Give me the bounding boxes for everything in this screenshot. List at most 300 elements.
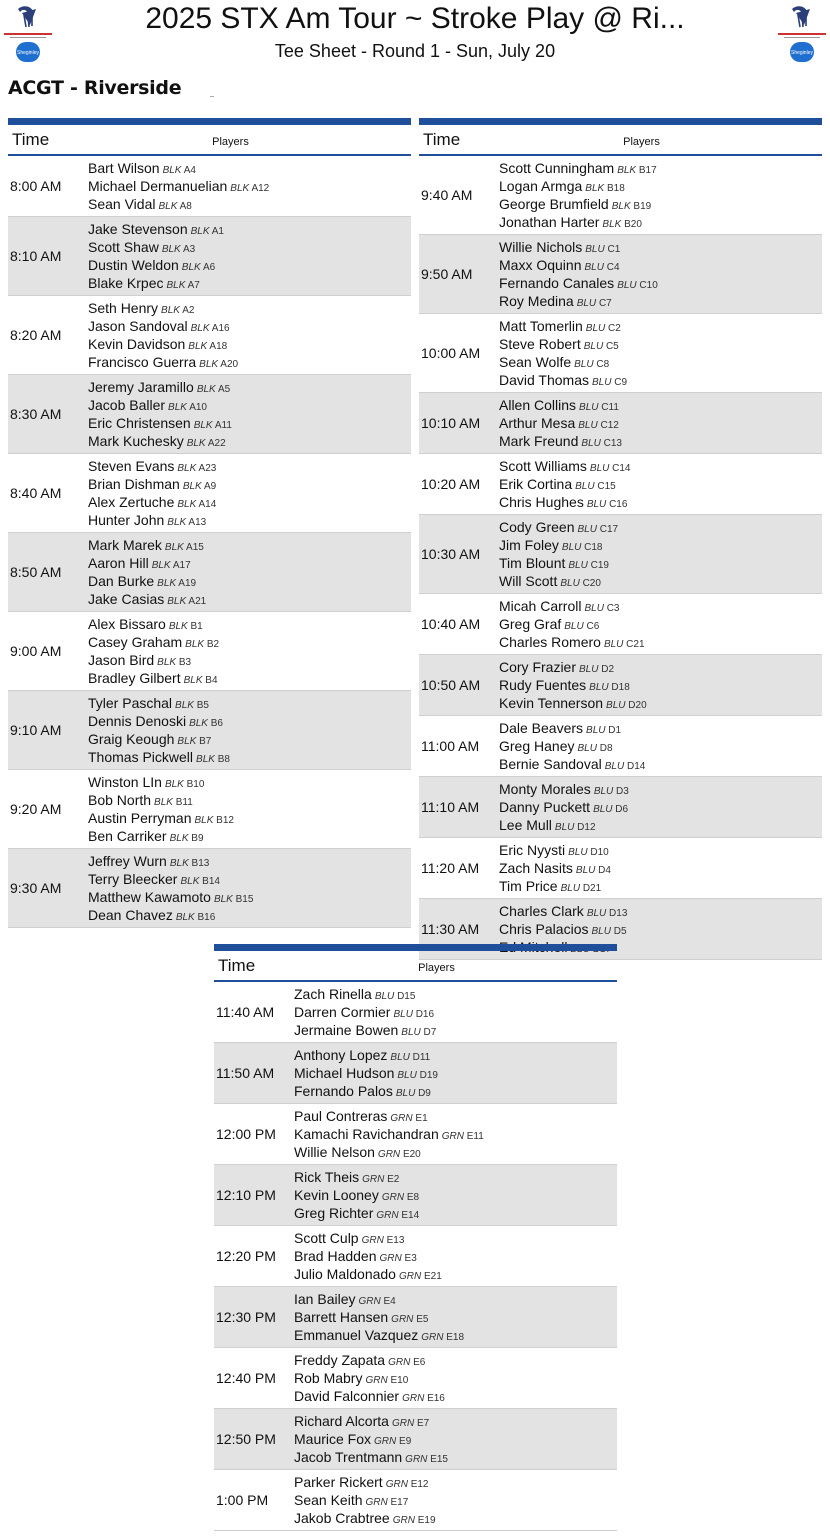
player-name: Darren Cormier: [294, 1004, 391, 1020]
player-entry: [499, 371, 627, 389]
player-entry: [294, 1308, 464, 1326]
player-entry: [294, 1168, 419, 1186]
player-name: Greg Richter: [294, 1205, 374, 1221]
player-list: [88, 375, 232, 453]
starting-position: C3: [606, 603, 620, 614]
tee-color: BLK: [161, 244, 181, 255]
tee-time: 12:00 PM: [216, 1126, 276, 1142]
player-name: Rob Mabry: [294, 1370, 363, 1386]
starting-position: E6: [413, 1357, 426, 1368]
tee-time: 8:20 AM: [10, 327, 62, 343]
player-list: [88, 849, 253, 927]
player-entry: [499, 475, 631, 493]
player-name: Kevin Looney: [294, 1187, 379, 1203]
player-entry: [499, 902, 627, 920]
player-name: Jim Foley: [499, 537, 559, 553]
tee-color: BLK: [177, 499, 197, 510]
tee-color: BLK: [166, 280, 186, 291]
time-column-header: Time: [423, 130, 461, 149]
tee-color: BLK: [190, 226, 210, 237]
tee-color: BLK: [154, 797, 173, 808]
player-entry: [294, 1509, 436, 1527]
player-name: Dennis Denoski: [88, 713, 187, 729]
tee-time-row: [8, 533, 411, 612]
player-name: Tim Price: [499, 878, 558, 894]
tee-time: 8:30 AM: [10, 406, 62, 422]
player-entry: [294, 1003, 436, 1021]
player-entry: [294, 1143, 484, 1161]
starting-position: E12: [410, 1479, 429, 1490]
player-name: Cody Green: [499, 519, 575, 535]
starting-position: D4: [598, 865, 611, 876]
starting-position: A5: [217, 384, 231, 395]
player-entry: [499, 676, 647, 694]
player-name: Brad Hadden: [294, 1248, 377, 1264]
player-name: Graig Keough: [88, 731, 175, 747]
starting-position: B17: [638, 165, 657, 176]
starting-position: A4: [183, 165, 196, 176]
player-entry: [294, 1125, 484, 1143]
player-entry: [499, 195, 657, 213]
player-entry: [499, 274, 658, 292]
starting-position: E15: [430, 1454, 448, 1465]
player-list: [294, 1470, 436, 1530]
player-list: [88, 454, 216, 532]
player-name: Francisco Guerra: [88, 354, 197, 370]
player-entry: [88, 511, 216, 529]
player-name: Jason Sandoval: [88, 318, 188, 334]
starting-position: D15: [397, 991, 416, 1002]
players-column-header: Players: [623, 136, 660, 148]
tee-table-bottom: [214, 944, 617, 1531]
tee-time: 12:20 PM: [216, 1248, 276, 1264]
player-entry: [294, 1290, 464, 1308]
tee-color: BLK: [169, 833, 189, 844]
tee-time: 10:40 AM: [421, 616, 481, 632]
tee-color: BLU: [586, 725, 606, 736]
player-entry: [499, 238, 658, 256]
player-name: Scott Culp: [294, 1230, 359, 1246]
tee-color: BLU: [554, 822, 575, 833]
player-entry: [88, 651, 219, 669]
player-list: [294, 1165, 419, 1225]
starting-position: B10: [186, 779, 205, 790]
sponsor-badge-text: Sheginley: [17, 50, 39, 56]
player-list: [499, 655, 647, 715]
starting-position: E10: [390, 1375, 409, 1386]
tee-time-row: [8, 217, 411, 296]
player-list: [499, 235, 658, 313]
starting-position: A10: [189, 402, 207, 413]
tee-time-row: [419, 314, 822, 393]
tee-color: BLU: [593, 786, 614, 797]
starting-position: C8: [596, 359, 610, 370]
tee-color: BLU: [579, 664, 599, 675]
tee-color: BLK: [151, 560, 171, 571]
tee-color: GRN: [374, 1436, 397, 1447]
starting-position: A8: [179, 201, 192, 212]
tee-time: 12:10 PM: [216, 1187, 276, 1203]
player-name: Richard Alcorta: [294, 1413, 389, 1429]
tee-color: BLK: [177, 736, 197, 747]
player-entry: [88, 475, 216, 493]
starting-position: E8: [406, 1192, 420, 1203]
player-list: [499, 716, 645, 776]
starting-position: A7: [187, 280, 200, 291]
tee-color: BLU: [564, 621, 584, 632]
starting-position: E5: [416, 1314, 429, 1325]
starting-position: E7: [416, 1418, 430, 1429]
starting-position: A23: [198, 463, 217, 474]
player-name: Casey Graham: [88, 634, 183, 650]
tee-color: BLK: [181, 262, 201, 273]
starting-position: E13: [386, 1235, 405, 1246]
starting-position: A16: [211, 323, 230, 334]
starting-position: D3: [616, 786, 629, 797]
tee-time-row: [419, 655, 822, 716]
tee-color: BLK: [157, 657, 177, 668]
tee-color: BLU: [603, 639, 624, 650]
player-name: Tim Blount: [499, 555, 566, 571]
player-entry: [88, 852, 253, 870]
tee-color: GRN: [362, 1174, 385, 1185]
starting-position: B19: [633, 201, 652, 212]
table-header-bar: [419, 118, 822, 125]
tee-time-row: [8, 770, 411, 849]
tee-color: BLU: [581, 438, 601, 449]
tee-color: BLK: [188, 341, 208, 352]
starting-position: E21: [423, 1271, 442, 1282]
player-list: [499, 314, 627, 392]
tee-color: BLK: [185, 639, 205, 650]
player-entry: [499, 920, 627, 938]
player-name: Michael Dermanuelian: [88, 178, 228, 194]
tee-time-row: [419, 515, 822, 594]
player-name: Alex Bissaro: [88, 616, 166, 632]
player-name: Jakob Crabtree: [294, 1510, 390, 1526]
tee-color: BLK: [193, 420, 213, 431]
starting-position: B12: [216, 815, 234, 826]
player-name: Lee Mull: [499, 817, 552, 833]
player-name: Alex Zertuche: [88, 494, 175, 510]
player-name: Emmanuel Vazquez: [294, 1327, 419, 1343]
player-name: Paul Contreras: [294, 1108, 388, 1124]
player-name: Hunter John: [88, 512, 165, 528]
tee-color: BLU: [606, 700, 626, 711]
player-entry: [88, 572, 206, 590]
tee-color: BLK: [164, 542, 184, 553]
starting-position: C9: [614, 377, 628, 388]
player-name: Willie Nelson: [294, 1144, 375, 1160]
tee-color: BLU: [584, 262, 604, 273]
player-entry: [499, 414, 622, 432]
player-name: Greg Graf: [499, 616, 562, 632]
tee-color: GRN: [388, 1357, 411, 1368]
player-entry: [499, 554, 618, 572]
player-entry: [499, 816, 629, 834]
player-name: Jacob Trentmann: [294, 1449, 403, 1465]
tee-color: BLU: [604, 761, 625, 772]
player-name: Jeffrey Wurn: [88, 853, 167, 869]
tee-color: BLK: [157, 578, 177, 589]
player-name: Danny Puckett: [499, 799, 591, 815]
player-entry: [294, 1369, 445, 1387]
starting-position: D7: [423, 1027, 437, 1038]
player-entry: [499, 737, 645, 755]
tee-time: 12:30 PM: [216, 1309, 276, 1325]
tee-time: 11:40 AM: [216, 1004, 275, 1020]
player-entry: [88, 827, 234, 845]
player-list: [88, 533, 206, 611]
starting-position: A2: [182, 305, 195, 316]
player-entry: [499, 457, 631, 475]
player-name: Roy Medina: [499, 293, 574, 309]
tee-time: 11:50 AM: [216, 1065, 275, 1081]
player-name: Micah Carroll: [499, 598, 582, 614]
tee-color: GRN: [421, 1332, 444, 1343]
tee-time-row: [419, 235, 822, 314]
player-entry: [499, 658, 647, 676]
player-list: [499, 777, 629, 837]
tee-time: 8:40 AM: [10, 485, 62, 501]
tee-time-row: [419, 454, 822, 515]
player-name: Sean Vidal: [88, 196, 156, 212]
starting-position: D10: [590, 847, 609, 858]
starting-position: C20: [582, 578, 601, 589]
tee-color: GRN: [365, 1375, 388, 1386]
starting-position: D12: [577, 822, 596, 833]
starting-position: B20: [624, 219, 642, 230]
starting-position: C19: [590, 560, 609, 571]
player-name: Rudy Fuentes: [499, 677, 587, 693]
tee-color: BLU: [395, 1088, 416, 1099]
player-entry: [88, 335, 238, 353]
player-entry: [294, 1387, 445, 1405]
player-name: Chris Palacios: [499, 921, 589, 937]
player-entry: [294, 1204, 419, 1222]
tee-color: GRN: [441, 1131, 464, 1142]
player-name: Kevin Tennerson: [499, 695, 604, 711]
starting-position: E11: [466, 1131, 484, 1142]
player-name: Fernando Palos: [294, 1083, 393, 1099]
starting-position: B13: [191, 858, 210, 869]
player-name: Scott Shaw: [88, 239, 159, 255]
player-list: [88, 296, 238, 374]
player-entry: [294, 1186, 419, 1204]
tee-color: GRN: [361, 1235, 384, 1246]
player-entry: [294, 1247, 442, 1265]
tee-time: 11:20 AM: [421, 860, 480, 876]
player-name: Barrett Hansen: [294, 1309, 389, 1325]
player-name: David Thomas: [499, 372, 590, 388]
tee-color: BLU: [393, 1009, 413, 1020]
player-name: Greg Haney: [499, 738, 575, 754]
player-entry: [294, 1491, 436, 1509]
player-name: Fernando Canales: [499, 275, 615, 291]
tee-color: BLK: [230, 183, 250, 194]
player-name: Anthony Lopez: [294, 1047, 388, 1063]
player-name: Cory Frazier: [499, 659, 577, 675]
player-name: Dustin Weldon: [88, 257, 179, 273]
starting-position: A9: [203, 481, 217, 492]
tee-color: GRN: [358, 1296, 381, 1307]
tee-time: 9:30 AM: [10, 880, 62, 896]
starting-position: B11: [175, 797, 193, 808]
player-name: Jacob Baller: [88, 397, 166, 413]
tee-color: BLU: [397, 1070, 417, 1081]
player-entry: [88, 791, 234, 809]
player-name: Winston LIn: [88, 774, 162, 790]
starting-position: C10: [639, 280, 658, 291]
tee-color: BLK: [167, 596, 187, 607]
starting-position: A22: [207, 438, 226, 449]
player-name: Dale Beavers: [499, 720, 584, 736]
player-entry: [88, 694, 230, 712]
player-name: George Brumfield: [499, 196, 609, 212]
tee-color: BLK: [186, 438, 206, 449]
tee-color: GRN: [376, 1210, 399, 1221]
player-name: Jake Casias: [88, 591, 165, 607]
tee-color: BLU: [579, 402, 599, 413]
player-entry: [294, 1046, 438, 1064]
starting-position: E4: [383, 1296, 396, 1307]
player-entry: [294, 1448, 448, 1466]
player-entry: [499, 335, 627, 353]
player-list: [499, 594, 645, 654]
starting-position: A6: [202, 262, 216, 273]
player-entry: [499, 177, 657, 195]
player-entry: [499, 780, 629, 798]
player-name: Zach Rinella: [294, 986, 372, 1002]
player-name: Brian Dishman: [88, 476, 180, 492]
player-entry: [499, 518, 618, 536]
tee-color: BLU: [586, 499, 607, 510]
player-name: Michael Hudson: [294, 1065, 395, 1081]
player-entry: [499, 396, 622, 414]
players-column-header: Players: [418, 962, 455, 974]
player-name: Scott Cunningham: [499, 160, 615, 176]
tee-time-row: [8, 849, 411, 928]
player-name: Charles Romero: [499, 634, 601, 650]
starting-position: D9: [418, 1088, 431, 1099]
player-name: Allen Collins: [499, 397, 577, 413]
player-entry: [88, 590, 206, 608]
starting-position: B9: [191, 833, 204, 844]
starting-position: B6: [210, 718, 223, 729]
player-name: Mark Marek: [88, 537, 162, 553]
player-entry: [88, 353, 238, 371]
tee-color: GRN: [398, 1271, 422, 1282]
player-name: Arthur Mesa: [499, 415, 576, 431]
player-entry: [88, 536, 206, 554]
starting-position: A13: [188, 517, 207, 528]
tee-color: GRN: [405, 1454, 428, 1465]
player-name: Sean Wolfe: [499, 354, 572, 370]
tee-color: BLU: [401, 1027, 421, 1038]
tee-color: BLU: [560, 883, 581, 894]
tee-color: BLU: [589, 682, 609, 693]
player-entry: [88, 238, 224, 256]
player-entry: [294, 1107, 484, 1125]
starting-position: C6: [586, 621, 600, 632]
tee-color: BLU: [568, 847, 588, 858]
table-header-bar: [214, 944, 617, 951]
player-entry: [499, 493, 631, 511]
starting-position: A11: [214, 420, 232, 431]
starting-position: D11: [412, 1052, 431, 1063]
player-entry: [294, 1430, 448, 1448]
tee-color: BLK: [617, 165, 637, 176]
starting-position: E16: [427, 1393, 445, 1404]
player-name: Seth Henry: [88, 300, 159, 316]
player-name: Mark Kuchesky: [88, 433, 184, 449]
player-list: [88, 691, 230, 769]
tee-time: 11:30 AM: [421, 921, 480, 937]
player-entry: [88, 493, 216, 511]
tee-time: 10:00 AM: [421, 345, 481, 361]
player-list: [88, 217, 224, 295]
starting-position: A15: [186, 542, 204, 553]
starting-position: B8: [217, 754, 230, 765]
starting-position: D1: [608, 725, 622, 736]
player-name: Bradley Gilbert: [88, 670, 181, 686]
player-name: Will Scott: [499, 573, 558, 589]
player-name: Eric Christensen: [88, 415, 191, 431]
player-name: Austin Perryman: [88, 810, 192, 826]
player-list: [294, 1104, 484, 1164]
player-entry: [88, 195, 269, 213]
player-name: Bart Wilson: [88, 160, 160, 176]
player-entry: [499, 256, 658, 274]
player-entry: [88, 712, 230, 730]
starting-position: B3: [178, 657, 192, 668]
player-entry: [88, 396, 232, 414]
tee-color: BLU: [577, 524, 597, 535]
player-entry: [499, 859, 611, 877]
tee-color: GRN: [392, 1515, 415, 1526]
player-entry: [499, 719, 645, 737]
tee-color: BLK: [164, 779, 184, 790]
venue-name: ACGT - Riverside: [8, 77, 182, 99]
player-entry: [88, 809, 234, 827]
player-name: Rick Theis: [294, 1169, 360, 1185]
starting-position: C12: [600, 420, 619, 431]
starting-position: D16: [415, 1009, 435, 1020]
tee-color: BLK: [199, 359, 219, 370]
tee-time: 10:10 AM: [421, 415, 481, 431]
player-entry: [499, 633, 645, 651]
starting-position: E14: [401, 1210, 420, 1221]
player-entry: [499, 159, 657, 177]
tee-color: BLU: [578, 420, 598, 431]
players-column-header: Players: [212, 136, 249, 148]
player-name: Dan Burke: [88, 573, 155, 589]
tee-time-row: [214, 1165, 617, 1226]
player-entry: [294, 1265, 442, 1283]
player-entry: [499, 317, 627, 335]
tee-color: GRN: [381, 1192, 405, 1203]
player-entry: [88, 730, 230, 748]
player-name: Mark Freund: [499, 433, 579, 449]
player-entry: [88, 274, 224, 292]
tee-time: 10:30 AM: [421, 546, 481, 562]
player-list: [294, 982, 436, 1042]
player-list: [499, 838, 611, 898]
page-title: 2025 STX Am Tour ~ Stroke Play @ Ri...: [145, 2, 685, 35]
player-entry: [499, 536, 618, 554]
player-name: Ian Bailey: [294, 1291, 356, 1307]
time-column-header: Time: [12, 130, 50, 149]
